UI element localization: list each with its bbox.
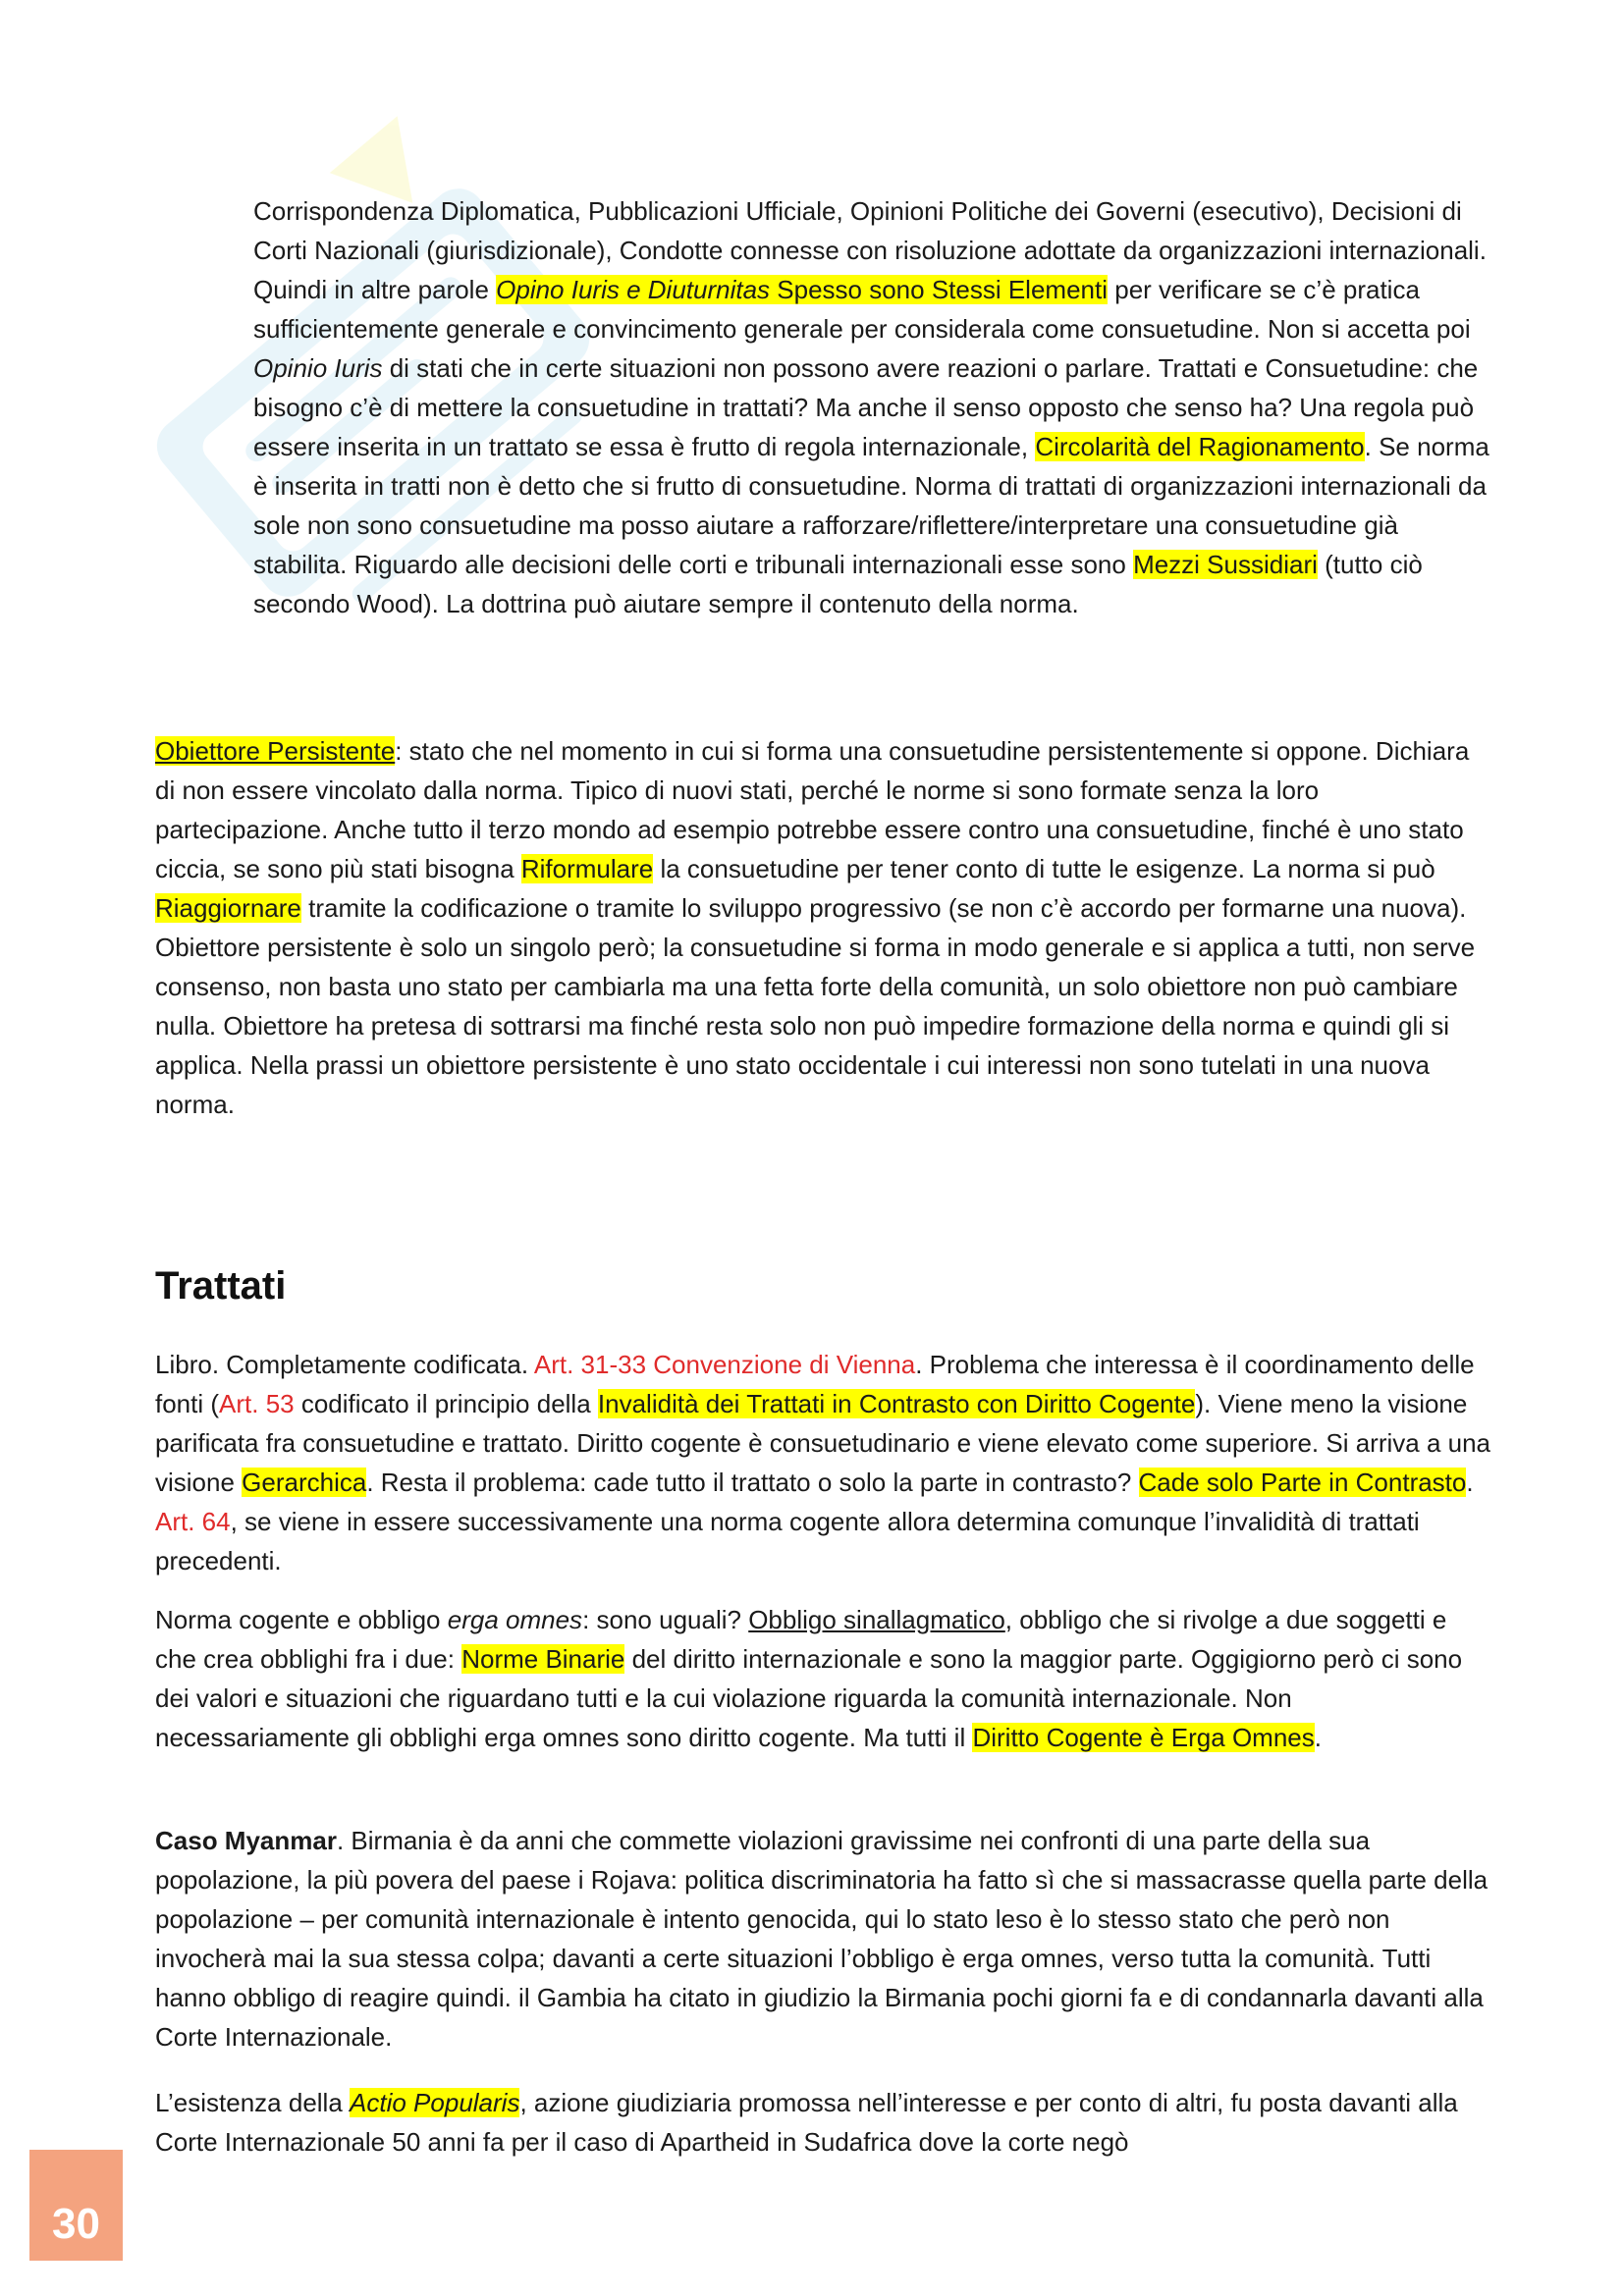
highlighted-term: Cade solo Parte in Contrasto <box>1138 1468 1467 1497</box>
highlighted-term: Mezzi Sussidiari <box>1133 550 1318 579</box>
text-run: . <box>1314 1723 1322 1752</box>
paragraph-actio-popularis <box>155 2083 1490 2162</box>
highlighted-term <box>496 275 1108 304</box>
highlighted-term: Riformulare <box>520 854 654 883</box>
paragraph-caso-myanmar <box>155 1821 1490 2056</box>
paragraph-obiettore-persistente <box>155 731 1490 1124</box>
text-run: . Resta il problema: cade tutto il trattato o solo la parte in contrasto? <box>366 1468 1139 1497</box>
text-run: , se viene in essere successivamente una norma cogente allora determina comunque l’invalidità di trattati precedenti. <box>155 1507 1420 1575</box>
highlighted-term: Obiettore Persistente <box>155 736 396 766</box>
article-reference: Art. 53 <box>219 1389 295 1418</box>
text-run: Libro. Completamente codificata. <box>155 1350 534 1379</box>
italic-term: Opino Iuris e Diuturnitas <box>496 275 771 304</box>
highlighted-term: Actio Popularis <box>350 2088 520 2117</box>
article-reference: Art. 31-33 Convenzione di Vienna <box>533 1350 916 1379</box>
text-run: : sono uguali? <box>582 1605 749 1634</box>
text-run: (tutto ciò secondo Wood). La dottrina può aiutare sempre il contenuto della norma. <box>253 550 1423 618</box>
page-number-badge <box>29 2150 123 2261</box>
text-run: . <box>1466 1468 1474 1497</box>
highlighted-term: Gerarchica <box>242 1468 367 1497</box>
text-run: Norma cogente e obbligo <box>155 1605 448 1634</box>
text-run: di stati che in certe situazioni non possono avere reazioni o parlare. Trattati e Consuetudine: che bisogno c’è di mettere la consuetudine in trattati? Ma anche il senso opposto che senso ha? Una regola può essere inserita in un trattato se essa è frutto di regola internazionale, <box>253 353 1479 461</box>
text-run: Corrispondenza Diplomatica, Pubblicazioni Ufficiale, Opinioni Politiche dei Governi (esecutivo), Decisioni di Corti Nazionali (giurisdizionale), Condotte connesse con risoluzione adottate da organizzazioni internazionali. Quindi in altre parole <box>253 196 1487 304</box>
text-run: . Birmania è da anni che commette violazioni gravissime nei confronti di una parte della sua popolazione, la più povera del paese i Rojava: politica discriminatoria ha fatto sì che si massacrasse quella parte della popolazione – per comunità internazionale è intento genocida, qui lo stato leso è lo stesso stato che però non invocherà mai la sua stessa colpa; davanti a certe situazioni l’obbligo è erga omnes, verso tutta la comunità. Tutti hanno obbligo di reagire quindi. il Gambia ha citato in giudizio la Birmania pochi giorni fa e di condannarla davanti alla Corte Internazionale. <box>155 1826 1489 2052</box>
text-run: per verificare se c’è pratica sufficientemente generale e convincimento generale per considerala come consuetudine. Non si accetta poi <box>253 275 1471 344</box>
text-run: : stato che nel momento in cui si forma una consuetudine persistentemente si oppone. Dichiara di non essere vincolato dalla norma. Tipico di nuovi stati, perché le norme si sono formate senza la loro partecipazione. Anche tutto il terzo mondo ad esempio potrebbe essere contro una consuetudine, finché è uno stato ciccia, se sono più stati bisogna <box>155 736 1470 883</box>
text-run: ). Viene meno la visione parificata fra consuetudine e trattato. Diritto cogente è consuetudinario e viene elevato come superiore. Si arriva a una visione <box>155 1389 1491 1497</box>
underlined-term: Obbligo sinallagmatico <box>748 1605 1005 1634</box>
paragraph-trattati <box>155 1345 1490 1580</box>
text-run: del diritto internazionale e sono la maggior parte. Oggigiorno però ci sono dei valori e situazioni che riguardano tutti e la cui violazione riguarda la comunità internazionale. Non necessariamente gli obblighi erga omnes sono diritto cogente. Ma tutti il <box>155 1644 1463 1752</box>
bold-term: Caso Myanmar <box>155 1826 337 1855</box>
paragraph-norma-cogente <box>155 1600 1490 1757</box>
text-run: , azione giudiziaria promossa nell’interesse e per conto di altri, fu posta davanti alla Corte Internazionale 50 anni fa per il caso di Apartheid in Sudafrica dove la corte negò <box>155 2088 1458 2157</box>
highlighted-term: Diritto Cogente è Erga Omnes <box>972 1723 1315 1752</box>
highlighted-term: Riaggiornare <box>155 893 301 923</box>
page-number: 30 <box>52 2200 100 2248</box>
text-run: L’esistenza della <box>155 2088 351 2117</box>
article-reference: Art. 64 <box>155 1507 231 1536</box>
text-run: . Problema che interessa è il coordinamento delle fonti ( <box>155 1350 1475 1418</box>
text-run: tramite la codificazione o tramite lo sviluppo progressivo (se non c’è accordo per formarne una nuova). Obiettore persistente è solo un singolo però; la consuetudine si forma in modo generale e si applica a tutti, non serve consenso, non basta uno stato per cambiarla ma una fetta forte della comunità, un solo obiettore non può cambiare nulla. Obiettore ha pretesa di sottrarsi ma finché resta solo non può impedire formazione della norma e quindi gli si applica. Nella prassi un obiettore persistente è uno stato occidentale i cui interessi non sono tutelati in una nuova norma. <box>155 893 1476 1119</box>
highlighted-term: Invalidità dei Trattati in Contrasto con Diritto Cogente <box>597 1389 1196 1418</box>
italic-term: erga omnes <box>447 1605 583 1634</box>
highlighted-term: Norme Binarie <box>461 1644 625 1674</box>
italic-term: Opinio Iuris <box>253 353 383 383</box>
text-run: codificato il principio della <box>294 1389 598 1418</box>
text-run: . Se norma è inserita in tratti non è detto che si frutto di consuetudine. Norma di trattati di organizzazioni internazionali da sole non sono consuetudine ma posso aiutare a rafforzare/riflettere/interpretare una consuetudine già stabilita. Riguardo alle decisioni delle corti e tribunali internazionali esse sono <box>253 432 1489 579</box>
highlighted-term: Circolarità del Ragionamento <box>1035 432 1365 461</box>
section-heading: Trattati <box>155 1264 287 1308</box>
paragraph-continuation <box>253 191 1490 623</box>
highlight-text: Spesso sono Stessi Elementi <box>770 275 1109 304</box>
text-run: la consuetudine per tener conto di tutte le esigenze. La norma si può <box>653 854 1435 883</box>
text-run: , obbligo che si rivolge a due soggetti e che crea obblighi fra i due: <box>155 1605 1447 1674</box>
